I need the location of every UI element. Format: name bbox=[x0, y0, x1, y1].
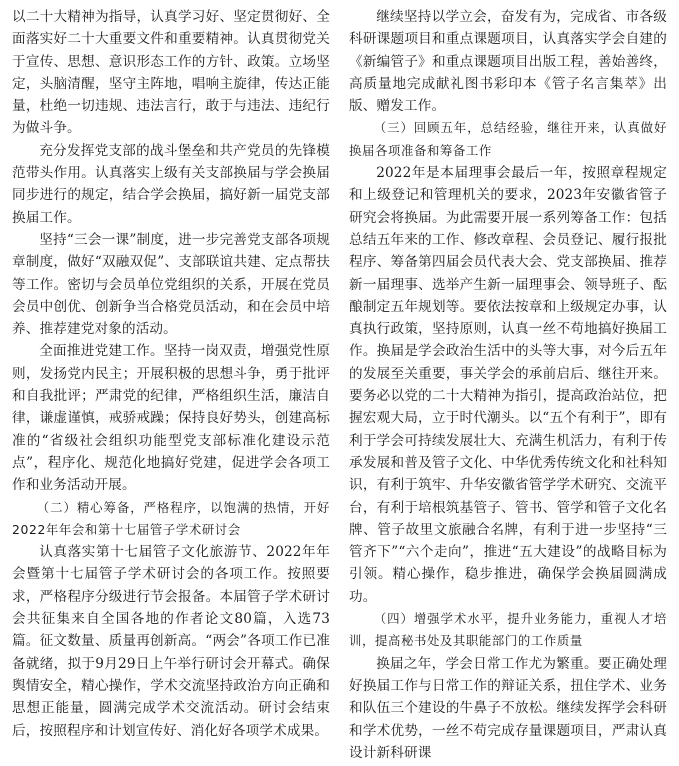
paragraph-daily-work: 换届之年，学会日常工作尤为繁重。要正确处理好换届工作与日常工作的辩证关系，扭住学术、业务和队伍三个建设的牛鼻子不放松。继续发挥学会科研和学术优势，一丝不苟完成存量课题项目，严肃认真设计新科研课 bbox=[349, 655, 667, 761]
paragraph-party-branch: 充分发挥党支部的战斗堡垒和共产党员的先锋模范带头作用。认真落实上级有关支部换届与学会换届同步进行的规定，结合学会换届，搞好新一届党支部换届工作。 bbox=[12, 142, 330, 226]
paragraph-party-building: 全面推进党建工作。坚持一岗双责，增强党性原则，发扬党内民主；开展积极的思想斗争，勇于批评和自我批评；严肃党的纪律，严格组织生活，廉洁自律，谦虚谨慎，戒骄戒躁；保持良好势头，创建高标准的“省级社会组织功能型党支部标准化建设示范点”，程序化、规范化地搞好党建，促进学会各项工作和业务活动开展。 bbox=[12, 343, 330, 494]
right-column bbox=[349, 6, 667, 766]
paragraph-three-meetings: 坚持“三会一课”制度，进一步完善党支部各项规章制度，做好“双融双促”、支部联谊共建、定点帮扶等工作。密切与会员单位党组织的关系，开展在党员会员中创优、创新争当合格党员活动，和在会员中培养、推荐建党对象的活动。 bbox=[12, 231, 330, 338]
section-heading-4: （四）增强学术水平，提升业务能力，重视人才培训，提高秘书处及其职能部门的工作质量 bbox=[349, 611, 667, 649]
paragraph-annual-meeting: 认真落实第十七届管子文化旅游节、2022年年会暨第十七届管子学术研讨会的各项工作。按照要求，严格程序分级进行节会报备。本届管子学术研讨会共征集来自全国各地的作者论文80篇，入选73篇。征文数量、质量再创新高。“两会”各项工作已准备就绪，拟于9月29日上午举行研讨会开幕式。确保舆情安全，精心操作，学术交流坚持政治方向正确和思想正能量，圆满完成学术交流活动。研讨会结束后，按照程序和计划宣传好、消化好各项学术成果。 bbox=[12, 544, 330, 739]
section-heading-3: （三）回顾五年，总结经验，继往开来，认真做好换届各项准备和筹备工作 bbox=[349, 120, 667, 158]
paragraph-continued: 以二十大精神为指导，认真学习好、坚定贯彻好、全面落实好二十大重要文件和重要精神。认真贯彻党关于宣传、思想、意识形态工作的方针、政策。立场坚定，头脑清醒，坚守主阵地，唱响主旋律，传达正能量，杜绝一切违规、违法言行，敢于与违法、违纪行为做斗争。 bbox=[12, 9, 330, 137]
paragraph-research-projects: 继续坚持以学立会，奋发有为，完成省、市各级科研课题项目和重点课题项目，认真落实学会自建的《新编管子》和重点课题项目出版工程，善始善终，高质量地完成献礼图书彩印本《管子名言集萃》出版、赠发工作。 bbox=[349, 9, 667, 115]
section-heading-2: （二）精心筹备，严格程序，以饱满的热情，开好2022年年会和第十七届管子学术研讨会 bbox=[12, 499, 330, 537]
paragraph-election-preparation: 2022年是本届理事会最后一年，按照章程规定和上级登记和管理机关的要求，2023年安徽省管子研究会将换届。为此需要开展一系列筹备工作：包括总结五年来的工作、修改章程、会员登记、履行报批程序、筹备第四届会员代表大会、党支部换届、推荐新一届理事、选举产生新一届理事会、领导班子、酝酿制定五年规划等。要依法按章和上级规定办事，认真执行政策，坚持原则，认真一丝不苟地搞好换届工作。换届是学会政治生活中的头等大事，对今后五年的发展至关重要，事关学会的承前启后、继往开来。要务必以党的二十大精神为指引，提高政治站位，把握宏观大局，立于时代潮头。以“五个有利于”，即有利于学会可持续发展壮大、充满生机活力，有利于传承发展和普及管子文化、中华优秀传统文化和社科知识，有利于筑牢、升华安徽省管学学术研究、交流平台，有利于培根筑基管子、管书、管学和管子文化名牌、管子故里文旅融合名牌，有利于进一步坚持“三管齐下”“六个走向”，推进“五大建设”的战略目标为引领。精心操作，稳步推进，确保学会换届圆满成功。 bbox=[349, 165, 667, 605]
left-column bbox=[12, 6, 330, 766]
